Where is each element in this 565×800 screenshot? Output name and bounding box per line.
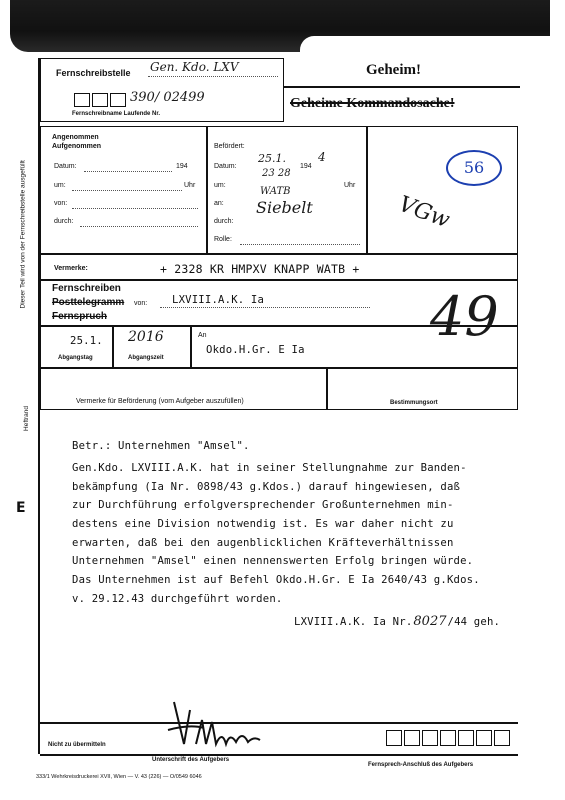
delivery-year: 194: [300, 163, 312, 170]
reception-date-label: Datum:: [54, 163, 77, 170]
remarks-line: + 2328 KR HMPXV KNAPP WATB +: [160, 262, 360, 276]
delivery-role-label: Rolle:: [214, 236, 232, 243]
remarks-label: Vermerke:: [54, 265, 88, 272]
message-subject: Betr.: Unternehmen "Amsel".: [72, 440, 250, 452]
dispatch-div1: [112, 326, 114, 368]
given-label: Aufgenommen: [52, 143, 101, 150]
destination-label: Bestimmungsort: [390, 400, 438, 406]
office-value: Gen. Kdo. LXV: [150, 60, 239, 74]
to-value: Okdo.H.Gr. E Ia: [206, 344, 305, 356]
reception-from-line: [72, 208, 198, 209]
margin-label: Heftrand: [22, 406, 30, 431]
forwarding-remarks-label: Vermerke für Beförderung (vom Aufgeber auszufüllen): [76, 398, 244, 405]
delivery-date-value: 25.1.: [258, 152, 286, 165]
type-telex: Fernschreiben: [52, 283, 121, 294]
print-line: 333/1 Wehrkreisdruckerei XVII, Wien — V. 43 (226) — O/0549 6046: [36, 774, 202, 780]
reference-label: LXVIII.A.K. Ia Nr.: [294, 616, 413, 628]
signature-label: Unterschrift des Aufgebers: [152, 757, 230, 763]
delivery-hour-label: Uhr: [344, 182, 356, 189]
message-line: Das Unternehmen ist auf Befehl Okdo.H.Gr. E Ia 2640/43 g.Kdos.: [72, 574, 480, 587]
message-line: Unternehmen "Amsel" einen nennenswerten Erfolg bringen würde.: [72, 555, 474, 568]
reception-through-label: durch:: [54, 218, 74, 225]
office-dotline: [148, 76, 278, 77]
sender-signature: [160, 700, 270, 750]
time-value: 2016: [128, 329, 164, 345]
secret-command-label: Geheime Kommandosache!: [290, 96, 455, 111]
delivery-time-label: um:: [214, 182, 226, 189]
message-reference: [294, 614, 500, 629]
message-line: erwarten, daß bei den augenblicklichen Kräfteverhältnissen: [72, 536, 454, 549]
reception-time-line: [72, 190, 182, 191]
received-label: Angenommen: [52, 134, 99, 141]
time-label: Abgangszeit: [128, 355, 164, 361]
message-line: Gen.Kdo. LXVIII.A.K. hat in seiner Stellungnahme zur Banden-: [72, 462, 467, 474]
reception-divider: [206, 126, 208, 254]
scan-band-cut: [300, 36, 560, 56]
reception-through-line: [80, 226, 198, 227]
type-telegram: Posttelegramm: [52, 297, 125, 308]
circle-stamp: 56: [446, 150, 502, 186]
type-phone: Fernspruch: [52, 311, 108, 322]
big-number: 49: [430, 285, 499, 348]
reception-date-line: [84, 171, 172, 172]
delivery-to-label: an:: [214, 200, 224, 207]
delivery-year-suffix: 4: [318, 150, 326, 164]
to-label: An: [198, 332, 207, 339]
message-line: zur Durchführung erfolgversprechender Großunternehmen min-: [72, 499, 454, 512]
message-body: [72, 462, 522, 612]
day-value: 25.1.: [70, 335, 103, 347]
delivery-through-value: Siebelt: [256, 198, 313, 217]
from-line: [160, 307, 370, 308]
header-right-line: [284, 86, 520, 88]
forwarding-div: [326, 368, 328, 410]
number-value: 390/ 02499: [130, 90, 205, 105]
delivery-role-line: [240, 244, 360, 245]
delivery-time-value: 23 28: [262, 168, 291, 179]
delivery-date-label: Datum:: [214, 163, 237, 170]
day-label: Abgangstag: [58, 355, 93, 361]
from-value: LXVIII.A.K. Ia: [172, 294, 265, 306]
reception-hour-label: Uhr: [184, 182, 196, 189]
office-label: Fernschreibstelle: [56, 68, 131, 78]
reception-time-label: um:: [54, 182, 66, 189]
reference-suffix: /44 geh.: [447, 616, 501, 628]
margin-mark: E: [16, 500, 26, 516]
secret-label: Geheim!: [366, 62, 421, 78]
reception-from-label: von:: [54, 200, 68, 207]
footer-top-line: [40, 722, 518, 724]
message-line: bekämpfung (Ia Nr. 0898/43 g.Kdos.) darauf hingewiesen, daß: [72, 480, 461, 493]
phone-boxes: [386, 730, 512, 746]
name-label: Fernschreibname Laufende Nr.: [72, 111, 161, 117]
number-boxes: [74, 93, 128, 107]
delivery-through-label: durch:: [214, 218, 234, 225]
footer-bottom-line: [40, 754, 518, 756]
vertical-notice: Dieser Teil wird von der Fernschreibstelle ausgefüllt: [19, 160, 27, 309]
reference-number: 8027: [413, 614, 447, 629]
phone-label: Fernsprech-Anschluß des Aufgebers: [368, 762, 474, 768]
stamp-signature: VGw: [395, 191, 453, 234]
from-label: von:: [134, 300, 148, 307]
dispatch-div2: [190, 326, 192, 368]
message-line: v. 29.12.43 durchgeführt worden.: [72, 592, 283, 605]
message-line: destens eine Division notwendig ist. Es war daher nicht zu: [72, 518, 454, 531]
delivery-to-value: WATB: [260, 186, 291, 197]
not-transmit-label: Nicht zu übermitteln: [48, 742, 106, 748]
reception-year: 194: [176, 163, 188, 170]
forwarded-label: Befördert:: [214, 143, 245, 150]
delivery-divider: [366, 126, 368, 254]
